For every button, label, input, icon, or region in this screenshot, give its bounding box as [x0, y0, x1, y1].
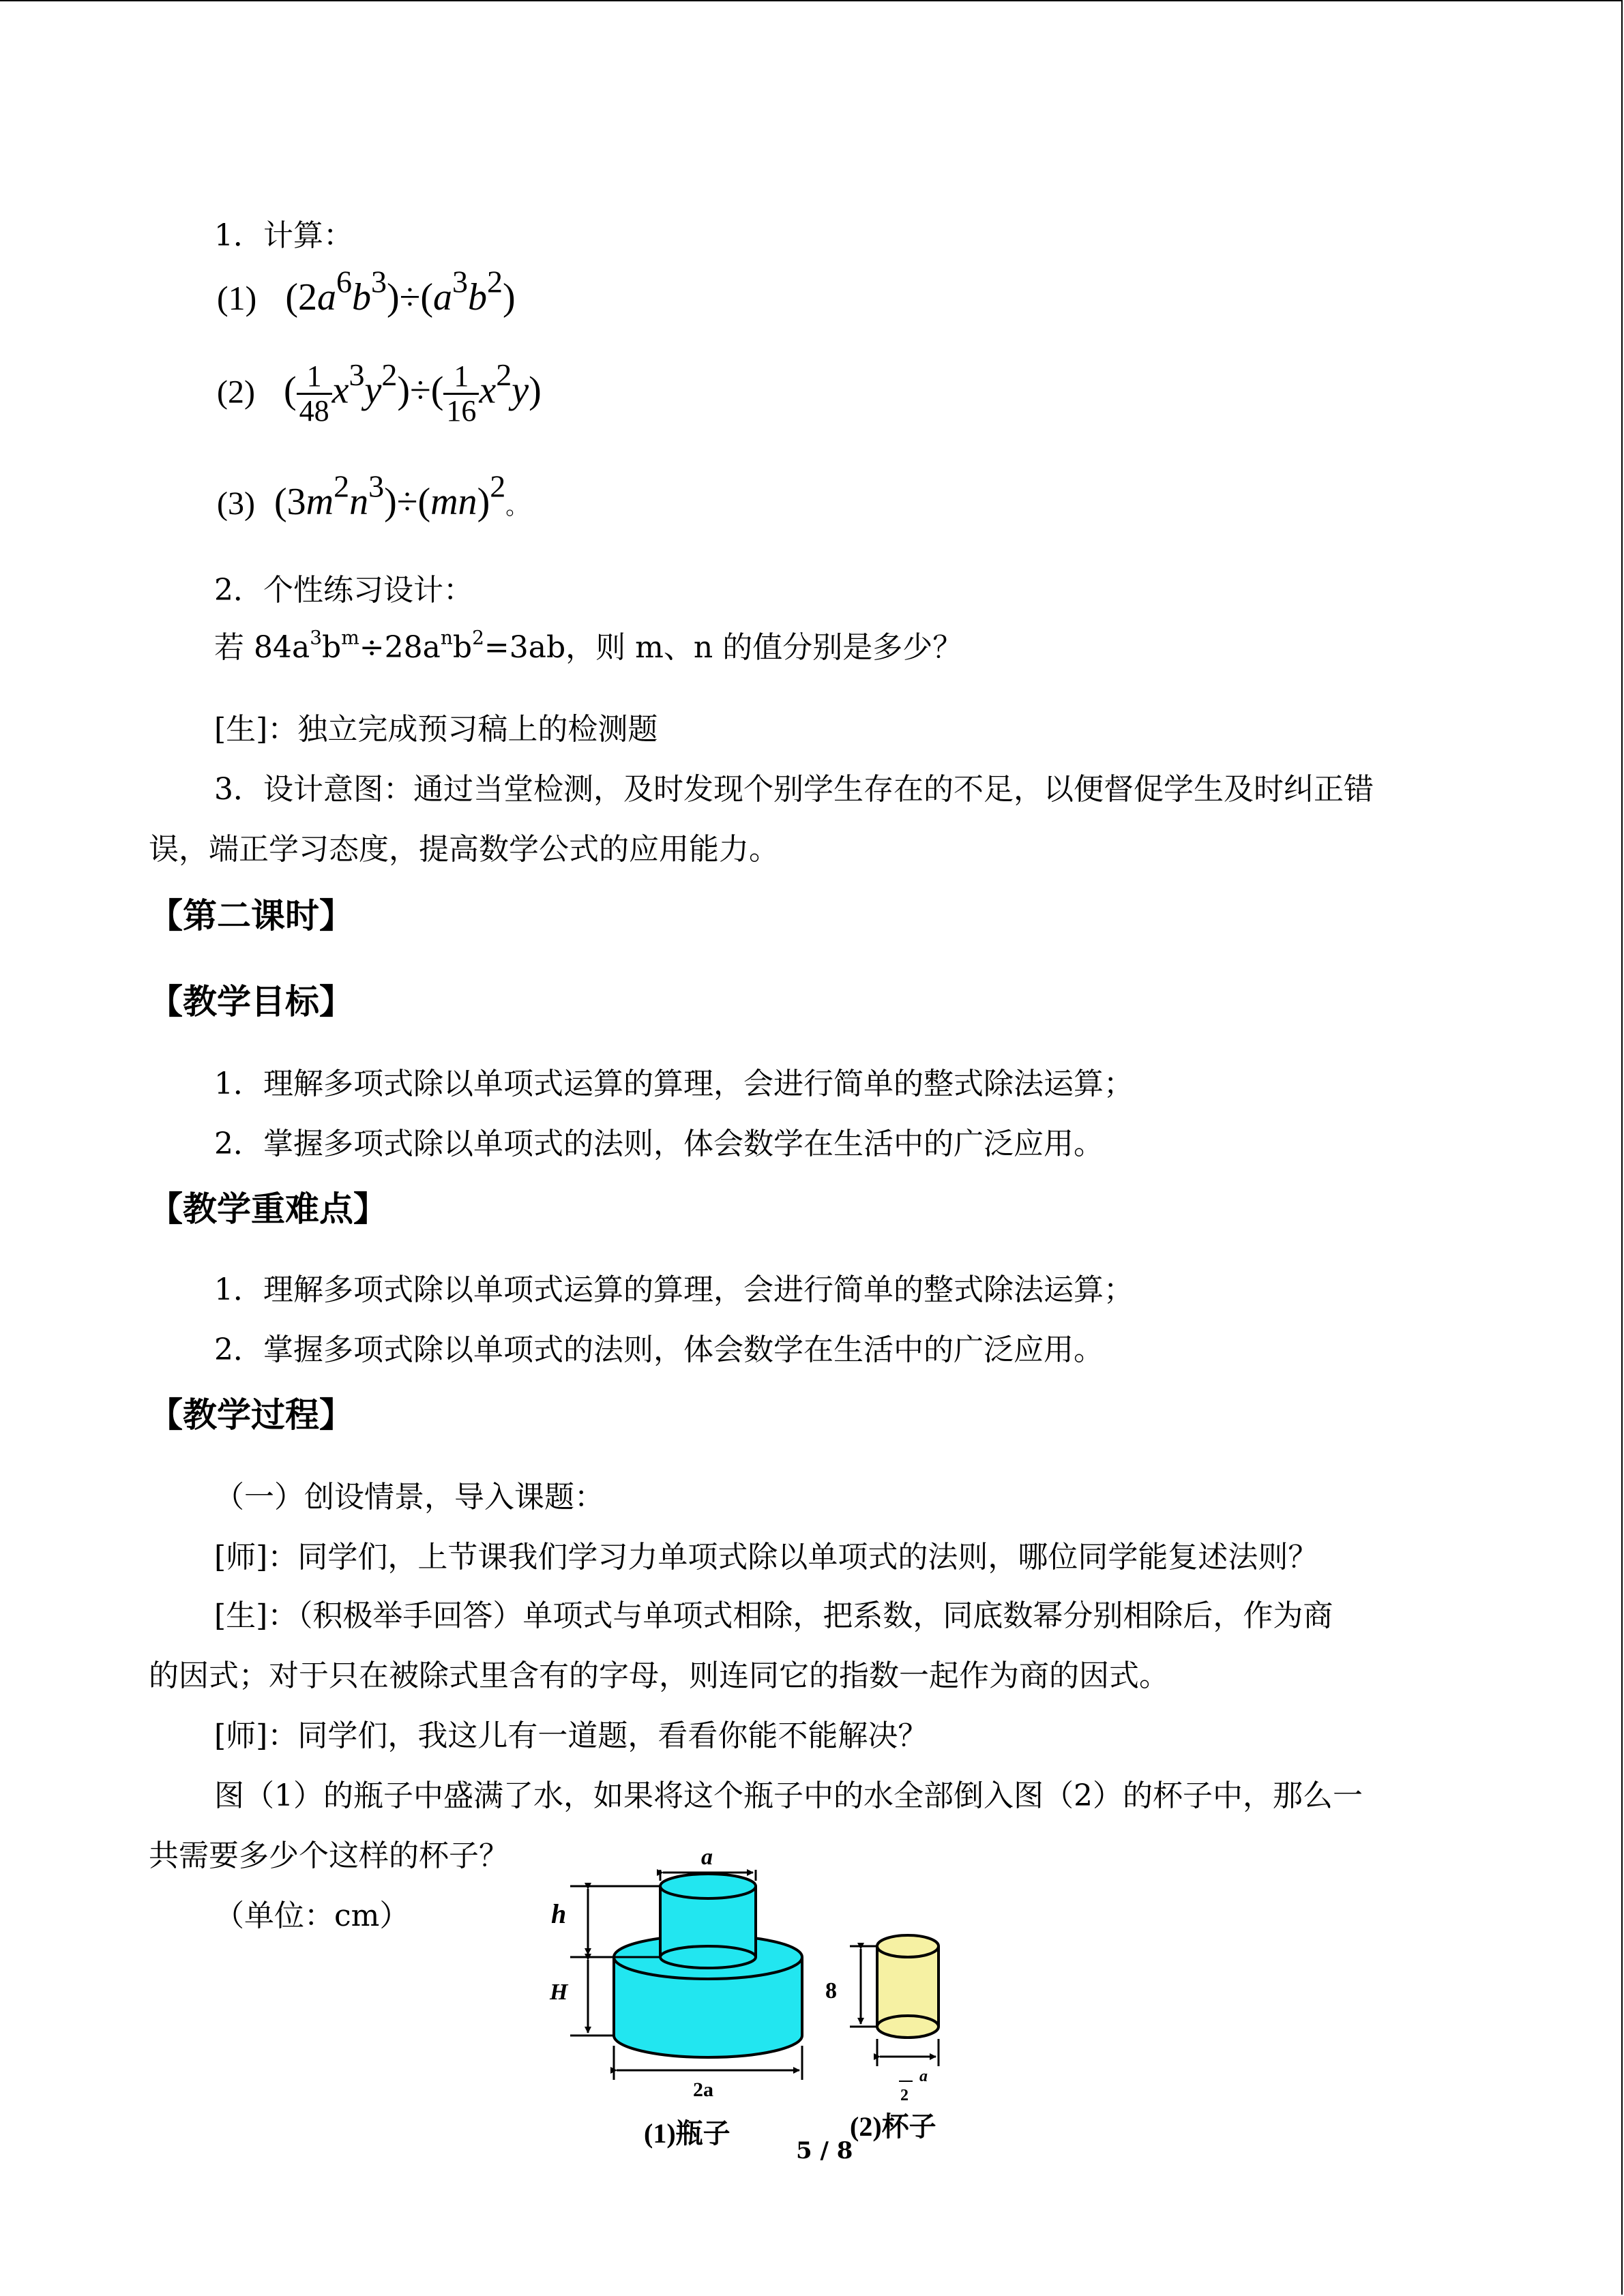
bottle-H-label: H	[550, 1980, 568, 2005]
teacher-question-1: [师]：同学们，上节课我们学习力单项式除以单项式的法则，哪位同学能复述法则？	[214, 1540, 1318, 1575]
problem-1: (1) $(2a^6b^3)\div(a^3b^2)$	[217, 264, 516, 318]
unit-note: （单位：cm）	[214, 1898, 410, 1933]
teacher-question-2: [师]：同学们，我这儿有一道题，看看你能不能解决？	[214, 1718, 928, 1753]
key-point-item-1: 1．理解多项式除以单项式运算的算理，会进行简单的整式除法运算；	[214, 1272, 1134, 1307]
key-point-item-2: 2．掌握多项式除以单项式的法则，体会数学在生活中的广泛应用。	[214, 1332, 1104, 1367]
design-intent-line2: 误，端正学习态度，提高数学公式的应用能力。	[149, 832, 779, 867]
bottle-caption: (1)瓶子	[644, 2118, 730, 2149]
cup-cylinder	[877, 1935, 939, 2038]
page-number: 5 / 8	[796, 2137, 853, 2164]
cup-height-label: 8	[825, 1978, 837, 2003]
student-answer-line1: [生]：（积极举手回答）单项式与单项式相除，把系数，同底数幂分别相除后，作为商	[214, 1598, 1333, 1633]
problem-1-label: (1)	[217, 279, 257, 317]
problem-2: (2) ( $\frac{1}{48}$ $x^3y^2)\div$( $\frac{1}{16}$ $x^2y$)	[217, 357, 542, 428]
cup-width-denominator: 2	[900, 2087, 909, 2104]
bottle-h-label: h	[551, 1898, 567, 1929]
heading-second-lesson: 【第二课时】	[149, 896, 353, 936]
problem-3-end: 。	[505, 494, 529, 520]
cup-width-dimension	[877, 2039, 939, 2104]
fraction-1-16: $\frac{1}{16}$	[443, 360, 479, 428]
student-answer-line2: 的因式；对于只在被除式里含有的字母，则连同它的指数一起作为商的因式。	[149, 1658, 1169, 1693]
problem-statement-line2: 共需要多少个这样的杯子？	[149, 1838, 509, 1873]
fraction-1-48: $\frac{1}{48}$	[297, 360, 332, 428]
cup-width-numerator: a	[919, 2068, 928, 2085]
bottle-top-label: a	[701, 1845, 713, 1870]
goal-item-1: 1．理解多项式除以单项式运算的算理，会进行简单的整式除法运算；	[214, 1067, 1134, 1101]
personal-practice-title: 2．个性练习设计：	[214, 573, 473, 608]
problem-3: (3) $(3m^2n^3)\div(mn)^2$。	[217, 468, 529, 523]
heading-teaching-goals: 【教学目标】	[149, 982, 353, 1022]
heading-key-points: 【教学重难点】	[149, 1189, 387, 1229]
student-task: [生]：独立完成预习稿上的检测题	[214, 712, 658, 747]
personal-practice-question: 若 $84a^3b^m\div 28a^nb^2=3ab$，则 m、n 的值分别是多少？	[214, 626, 963, 665]
cup-height-dimension	[825, 1946, 877, 2027]
problem-statement-line1: 图（1）的瓶子中盛满了水，如果将这个瓶子中的水全部倒入图（2）的杯子中，那么一	[214, 1778, 1363, 1813]
bottle-bottom-label: 2a	[693, 2078, 713, 2101]
problem-2-label: (2)	[217, 374, 255, 411]
cup-caption: (2)杯子	[850, 2111, 936, 2142]
calc-title: 1．计算：	[214, 218, 353, 253]
heading-teaching-process: 【教学过程】	[149, 1395, 353, 1435]
bottle-upper-cylinder	[660, 1874, 756, 1968]
process-step-1: （一）创设情景，导入课题：	[214, 1480, 604, 1515]
problem-3-label: (3)	[217, 486, 255, 522]
goal-item-2: 2．掌握多项式除以单项式的法则，体会数学在生活中的广泛应用。	[214, 1127, 1104, 1161]
design-intent-line1: 3．设计意图：通过当堂检测，及时发现个别学生存在的不足，以便督促学生及时纠正错	[214, 772, 1374, 807]
